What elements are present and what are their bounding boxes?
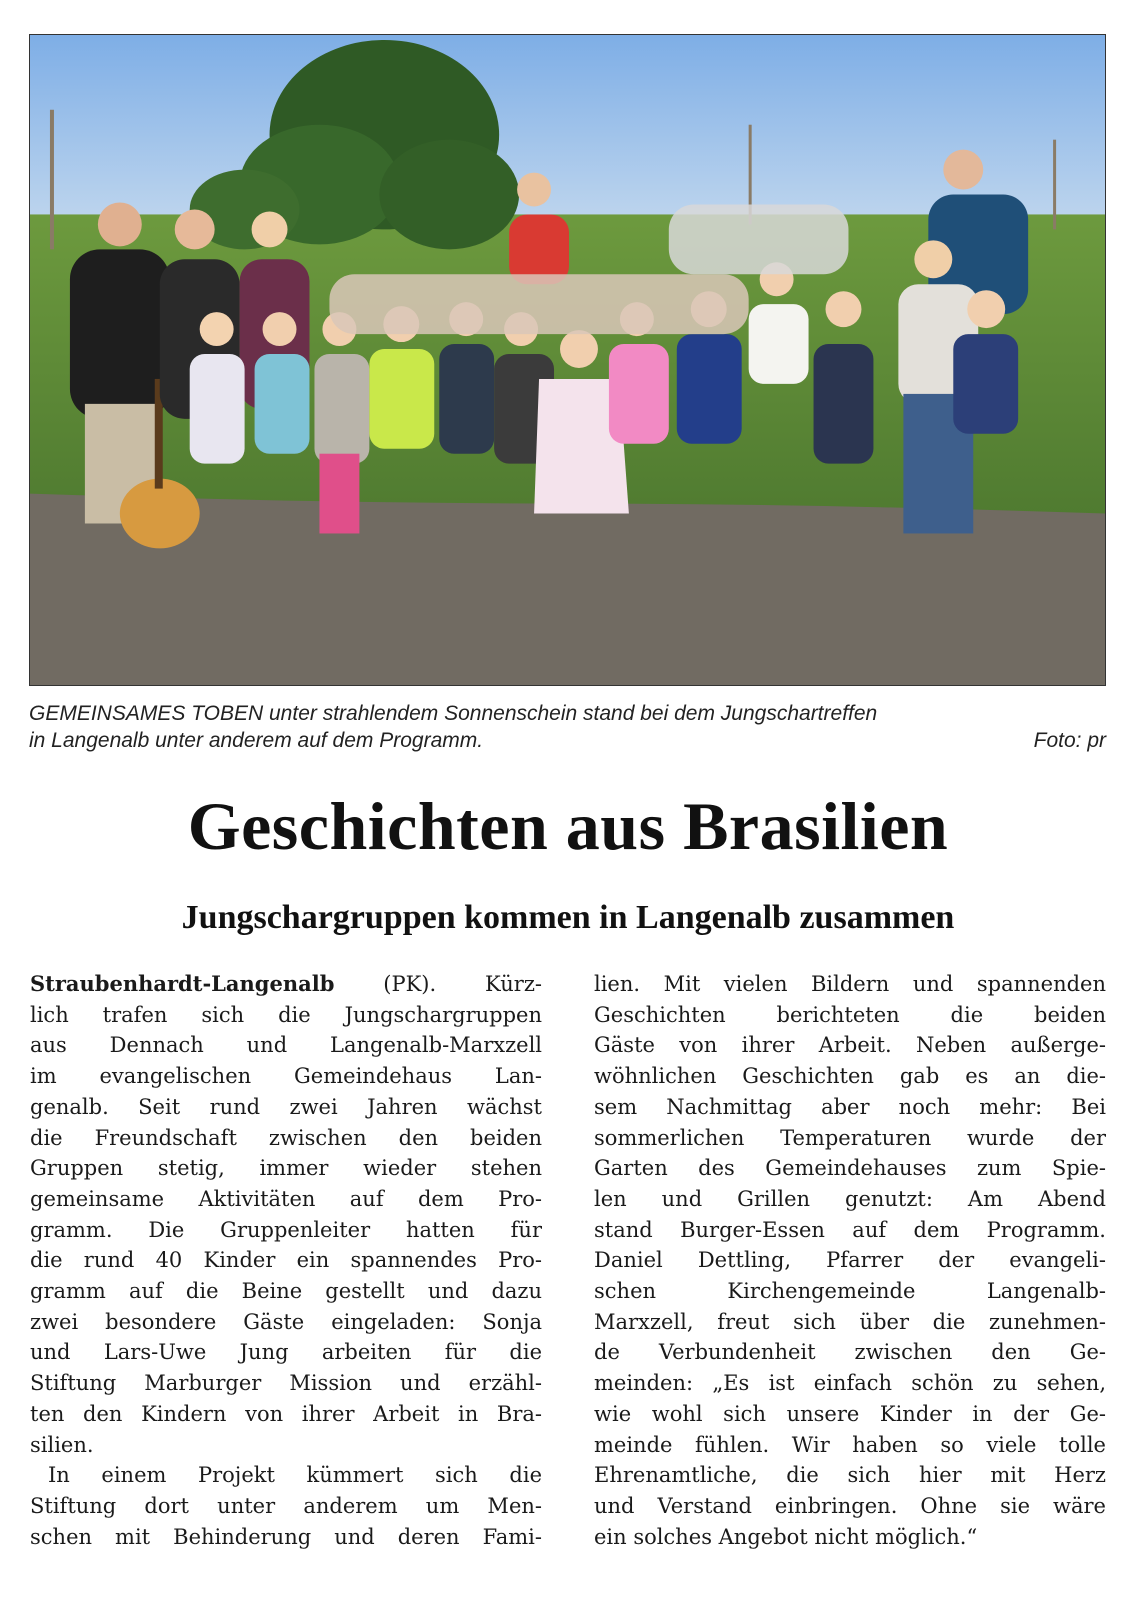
article-line: Marxzell, freut sich über die zunehmen- bbox=[594, 1309, 1106, 1334]
article-line: Stiftung Marburger Mission und erzähl- bbox=[30, 1371, 542, 1396]
caption-line-2-text: in Langenalb unter anderem auf dem Programm. bbox=[29, 729, 484, 752]
pole-right bbox=[1053, 140, 1056, 230]
article-line: ein solches Angebot nicht möglich.“ bbox=[594, 1524, 978, 1549]
headline: Geschichten aus Brasilien bbox=[187, 788, 949, 864]
article-line: Gruppen stetig, immer wieder stehen bbox=[30, 1156, 542, 1181]
article-line: sem Nachmittag aber noch mehr: Bei bbox=[594, 1094, 1106, 1119]
article-line: schen Kirchengemeinde Langenalb- bbox=[594, 1279, 1106, 1304]
article-line: sommerlichen Temperaturen wurde der bbox=[594, 1125, 1106, 1150]
group-photo bbox=[29, 34, 1106, 686]
article-line: gramm auf die Beine gestellt und dazu bbox=[30, 1279, 542, 1304]
article-line: und Lars-Uwe Jung arbeiten für die bbox=[30, 1340, 542, 1365]
article-line: Daniel Dettling, Pfarrer der evangeli- bbox=[594, 1248, 1106, 1273]
article-line: die rund 40 Kinder ein spannendes Pro- bbox=[30, 1248, 542, 1273]
article-line: Ehrenamtliche, die sich hier mit Herz bbox=[594, 1463, 1106, 1488]
article-line: zwei besondere Gäste eingeladen: Sonja bbox=[30, 1309, 542, 1334]
article-line: meinden: „Es ist einfach schön zu sehen, bbox=[594, 1371, 1106, 1396]
article-line: meinde fühlen. Wir haben so viele tolle bbox=[594, 1432, 1106, 1457]
caption-line-1-rest: unter strahlendem Sonnenschein stand bei dem Jungschartreffen bbox=[263, 702, 878, 725]
article-line: len und Grillen genutzt: Am Abend bbox=[594, 1186, 1106, 1211]
article-line: In einem Projekt kümmert sich die bbox=[48, 1463, 542, 1488]
article-line: wie wohl sich unsere Kinder in der Ge- bbox=[594, 1401, 1106, 1426]
article-line: ten den Kindern von ihrer Arbeit in Bra- bbox=[30, 1401, 542, 1426]
article-line: die Freundschaft zwischen den beiden bbox=[30, 1125, 542, 1150]
article-line: Garten des Gemeindehauses zum Spie- bbox=[594, 1156, 1106, 1181]
article-line: schen mit Behinderung und deren Fami- bbox=[30, 1524, 542, 1549]
article-line bbox=[30, 969, 542, 1000]
article-line: wöhnlichen Geschichten gab es an die- bbox=[594, 1064, 1106, 1089]
article-column-left bbox=[30, 969, 542, 1552]
article-column-right bbox=[594, 969, 1106, 1552]
article-line: stand Burger-Essen auf dem Programm. bbox=[594, 1217, 1106, 1242]
article-line: lien. Mit vielen Bildern und spannenden bbox=[594, 972, 1106, 996]
article-line: im evangelischen Gemeindehaus Lan- bbox=[30, 1064, 542, 1089]
pole-left bbox=[50, 110, 54, 250]
article-line: Stiftung dort unter anderem um Men- bbox=[30, 1493, 542, 1518]
photo-credit: Foto: pr bbox=[1033, 729, 1106, 752]
subheadline: Jungschargruppen kommen in Langenalb zusammen bbox=[181, 899, 955, 936]
article-line: Geschichten berichteten die beiden bbox=[594, 1002, 1106, 1027]
group-photo-illustration bbox=[30, 35, 1105, 685]
article-line: silien. bbox=[30, 1432, 94, 1457]
article-line: und Verstand einbringen. Ohne sie wäre bbox=[594, 1493, 1106, 1518]
article-line: genalb. Seit rund zwei Jahren wächst bbox=[30, 1094, 542, 1119]
caption-line-2 bbox=[29, 727, 1106, 754]
article-line: Gäste von ihrer Arbeit. Neben außerge- bbox=[594, 1033, 1106, 1058]
article-line-text: (PK). Kürz- bbox=[334, 972, 542, 996]
caption-line-1 bbox=[29, 700, 1106, 727]
article-line: de Verbundenheit zwischen den Ge- bbox=[594, 1340, 1106, 1365]
photo-caption bbox=[29, 700, 1106, 754]
article-line: gemeinsame Aktivitäten auf dem Pro- bbox=[30, 1186, 542, 1211]
caption-lead: GEMEINSAMES TOBEN bbox=[29, 702, 264, 725]
dateline: Straubenhardt-Langenalb bbox=[30, 971, 335, 996]
article-line: gramm. Die Gruppenleiter hatten für bbox=[30, 1217, 542, 1242]
article-line: aus Dennach und Langenalb-Marxzell bbox=[30, 1033, 542, 1058]
article-line: lich trafen sich die Jungschargruppen bbox=[30, 1002, 542, 1027]
